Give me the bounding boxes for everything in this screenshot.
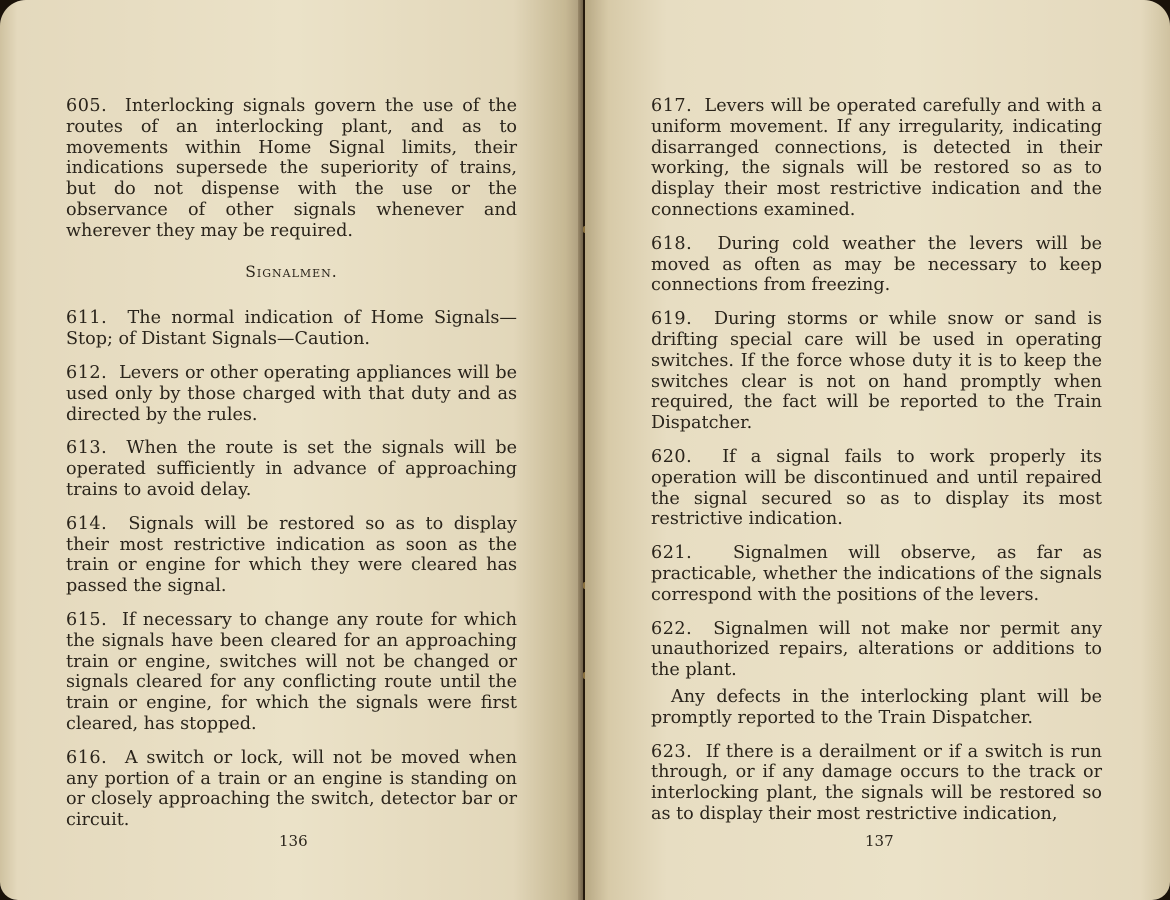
rule-text: During cold weather the levers will be moved as often as may be necessary to keep connections from freezing. <box>651 233 1103 296</box>
rule-number: 612. <box>66 362 108 383</box>
rule-number: 615. <box>66 609 108 630</box>
rule-text: Signalmen will observe, as far as practicable, whether the indications of the signals correspond with the positions of the levers. <box>651 543 1102 605</box>
right-page-text <box>651 96 1102 838</box>
rule-611 <box>66 308 517 350</box>
rule-number: 613. <box>66 438 108 459</box>
rule-number: 623. <box>651 741 693 762</box>
rule-number: 622. <box>651 618 693 639</box>
rule-615 <box>66 610 517 735</box>
page-number: 136 <box>279 832 308 850</box>
rule-622 <box>651 619 1102 681</box>
rule-text: Levers or other operating appliances will be used only by those charged with that duty and as directed by the rules. <box>66 362 518 425</box>
section-heading: Signalmen. <box>245 262 338 281</box>
rule-619 <box>651 309 1102 434</box>
rule-623 <box>651 742 1102 825</box>
rule-number: 614. <box>66 513 108 534</box>
rule-614 <box>66 514 517 597</box>
rule-text: The normal indication of Home Signals—Stop; of Distant Signals—Caution. <box>66 308 518 350</box>
rule-text: Signals will be restored so as to display their most restrictive indication as soon as the train or engine for which they were cleared has passed the signal. <box>66 513 517 597</box>
left-page-text <box>66 96 517 844</box>
rule-text: Interlocking signals govern the use of the routes of an interlocking plant, and as to movements within Home Signal limits, their indications supersede the superiority of trains, but do not dispense with the use or the observance of other signals whenever and wherever they may be required. <box>66 96 518 241</box>
right-page <box>585 0 1170 900</box>
rule-613 <box>66 438 517 500</box>
rule-617 <box>651 96 1102 221</box>
left-page <box>0 0 583 900</box>
rule-number: 621. <box>651 543 693 564</box>
rule-621 <box>651 543 1102 605</box>
rule-text: During storms or while snow or sand is drifting special care will be used in operating switches. If the force whose duty it is to keep the switches clear is not on hand promptly when required, the fact will be reported to the Train Dispatcher. <box>651 309 1102 434</box>
rule-number: 616. <box>66 747 108 768</box>
rule-text: When the route is set the signals will be operated sufficiently in advance of approaching trains to avoid delay. <box>66 438 518 500</box>
rule-622-continuation <box>651 687 1102 729</box>
rule-text: If there is a derailment or if a switch is run through, or if any damage occurs to the track or interlocking plant, the signals will be restored so as to display their most restrictive indication, <box>651 741 1103 824</box>
rule-number: 611. <box>66 308 108 329</box>
rule-text: If a signal fails to work properly its operation will be discontinued and until repaired the signal secured so as to display its most restrictive indication. <box>651 446 1102 530</box>
rule-616 <box>66 748 517 831</box>
rule-text: A switch or lock, will not be moved when any portion of a train or an engine is standing on or closely approaching the switch, detector bar or circuit. <box>66 747 517 831</box>
rule-number: 619. <box>651 309 693 330</box>
rule-text: Any defects in the interlocking plant will be promptly reported to the Train Dispatcher. <box>651 686 1102 728</box>
rule-number: 618. <box>651 233 693 254</box>
rule-number: 605. <box>66 96 108 116</box>
rule-text: Levers will be operated carefully and with a uniform movement. If any irregularity, indicating disarranged connections, is detected in their working, the signals will be restored so as to display their most restrictive indication and the connections examined. <box>651 96 1102 220</box>
rule-text: If necessary to change any route for which the signals have been cleared for an approaching train or engine, switches will not be changed or signals cleared for any conflicting route until the train or engine, for which the signals were first cleared, has stopped. <box>66 609 518 734</box>
rule-620 <box>651 447 1102 530</box>
rule-number: 620. <box>651 446 693 467</box>
rule-612 <box>66 363 517 425</box>
page-number: 137 <box>865 832 894 850</box>
rule-number: 617. <box>651 96 693 116</box>
rule-618 <box>651 234 1102 296</box>
rule-text: Signalmen will not make nor permit any unauthorized repairs, alterations or additions to the plant. <box>651 618 1103 681</box>
rule-605 <box>66 96 517 242</box>
